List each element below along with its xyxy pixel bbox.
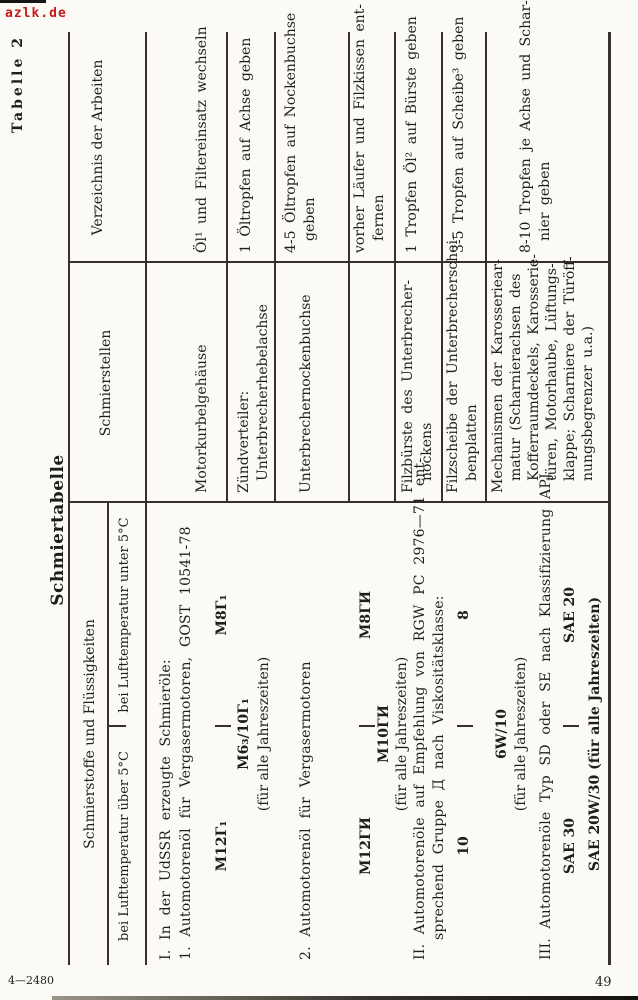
work-cell-line: 8-10 Tropfen je Achse und Schar- <box>518 0 534 253</box>
grade-row-section3 <box>456 503 474 965</box>
row-rule <box>226 263 228 503</box>
row-rule <box>274 263 276 503</box>
row-rule <box>226 32 228 261</box>
row-rule <box>394 32 396 261</box>
row-rule <box>394 263 396 503</box>
grade-allseason: 6W/10 <box>494 708 510 760</box>
row-rule <box>485 263 487 503</box>
work-cell-line: vorher Läufer und Filzkissen ent- <box>352 4 368 253</box>
print-signature: 4—2480 <box>8 974 54 987</box>
point-cell-line: Unterbrechernockenbuchse <box>298 294 314 493</box>
point-cell-line: Zündverteiler: <box>236 390 252 493</box>
group-header-underline <box>107 503 109 965</box>
grade-cold: 8 <box>456 610 472 620</box>
work-cell-line: geben <box>302 197 318 241</box>
work-cell-line: 1 Tropfen Öl² auf Bürste geben <box>404 16 420 253</box>
table-top-rule <box>68 32 70 965</box>
table-title: Schmiertabelle <box>48 454 68 606</box>
work-cell-line: fernen <box>371 194 387 241</box>
row-rule <box>441 263 443 503</box>
work-cell-line: Öl¹ und Filtereinsatz wechseln <box>194 26 210 253</box>
point-cell-line: nockens <box>419 422 435 481</box>
point-cell-line: matur (Scharnierachsen des <box>508 273 524 481</box>
point-cell-line: Unterbrecherhebelachse <box>255 304 271 481</box>
lubricant-section3-line2: sprechend Gruppe Д nach Viskositätsklasse: <box>431 595 447 940</box>
table-bottom-rule <box>608 32 611 965</box>
scan-edge-artifact-top <box>0 0 46 3</box>
row-rule <box>441 32 443 261</box>
work-cell-line: 3-5 Tropfen auf Scheibe³ geben <box>451 16 467 253</box>
column-header-lubricants: Schmierstoffe und Flüssigkeiten <box>82 619 98 849</box>
column-header-works: Verzeichnis der Arbeiten <box>90 59 106 236</box>
point-cell-line: Filzscheibe der Unterbrecherschei- <box>445 235 461 493</box>
point-cell-line: Mechanismen der Karosseriear- <box>490 259 506 493</box>
work-cell-line: nier geben <box>537 161 553 241</box>
scan-edge-shadow-bottom <box>52 996 638 1000</box>
season-note: (für alle Jahreszeiten) <box>394 656 410 812</box>
grade-row-section4 <box>562 503 580 965</box>
grade-warm: 10 <box>456 836 472 856</box>
lubricant-section1-line2: 1. Automotorenöl für Vergasermotoren, GOST 10541-78 <box>178 526 194 960</box>
point-cell-line: Filzbürste des Unterbrecher- <box>400 279 416 493</box>
grade-cold: SAE 20 <box>562 587 578 643</box>
grade-warm: SAE 30 <box>562 818 578 874</box>
lubricant-section3-line1: II. Automotorenöle auf Empfehlung von RGW PC 2976—71 ent- <box>412 457 428 960</box>
row-rule <box>274 32 276 261</box>
point-cell-line: benplatten <box>464 404 480 481</box>
point-cell-line: türen, Motorhaube, Lüftungs- <box>544 263 560 481</box>
grade-allseason: М6₃/10Г₁ <box>236 698 252 770</box>
point-cell-line: nungsbegrenzer u.a.) <box>580 326 596 481</box>
grade-warm: М12Г₁ <box>214 820 230 872</box>
grade-allseason-line: SAE 20W/30 (für alle Jahreszeiten) <box>587 596 603 872</box>
page-number: 49 <box>595 975 612 990</box>
work-cell-line: 4-5 Öltropfen auf Nockenbuchse <box>283 12 299 253</box>
lubricant-section2-line1: 2. Automotorenöl für Vergasermotoren <box>298 661 314 960</box>
grade-cold: М8ГИ <box>358 590 374 640</box>
row-rule <box>348 263 350 503</box>
lubricant-section1-line1: I. In der UdSSR erzeugte Schmieröle: <box>158 659 174 960</box>
season-note: (für alle Jahreszeiten) <box>513 656 529 812</box>
season-note: (für alle Jahreszeiten) <box>256 656 272 812</box>
grade-row-section2 <box>358 503 376 965</box>
point-cell-line: Kofferraumdeckels, Karosserie- <box>526 254 542 481</box>
subheader-above-5c: bei Lufttemperatur über 5°C <box>117 751 132 941</box>
row-rule <box>348 32 350 261</box>
point-cell-line: Motorkurbelgehäuse <box>194 344 210 493</box>
grade-allseason: М10ГИ <box>376 705 392 763</box>
subheader-below-5c: bei Lufttemperatur unter 5°C <box>117 517 132 713</box>
grade-row-section1 <box>214 503 232 965</box>
row-rule <box>485 32 487 261</box>
work-cell-line: 1 Öltropfen auf Achse geben <box>238 37 254 253</box>
header-bottom-rule <box>145 32 147 965</box>
grade-warm: М12ГИ <box>358 817 374 875</box>
point-cell-line: klappe; Scharniere der Türöff- <box>562 256 578 481</box>
table-label: Tabelle 2 <box>10 35 26 134</box>
column-header-points: Schmierstellen <box>98 329 114 437</box>
lubricant-section4-line1: III. Automotorenöle Typ SD oder SE nach Klassifizierung APJ <box>538 473 554 960</box>
watermark-text: azlk.de <box>5 6 67 21</box>
grade-cold: М8Г₁ <box>214 594 230 636</box>
